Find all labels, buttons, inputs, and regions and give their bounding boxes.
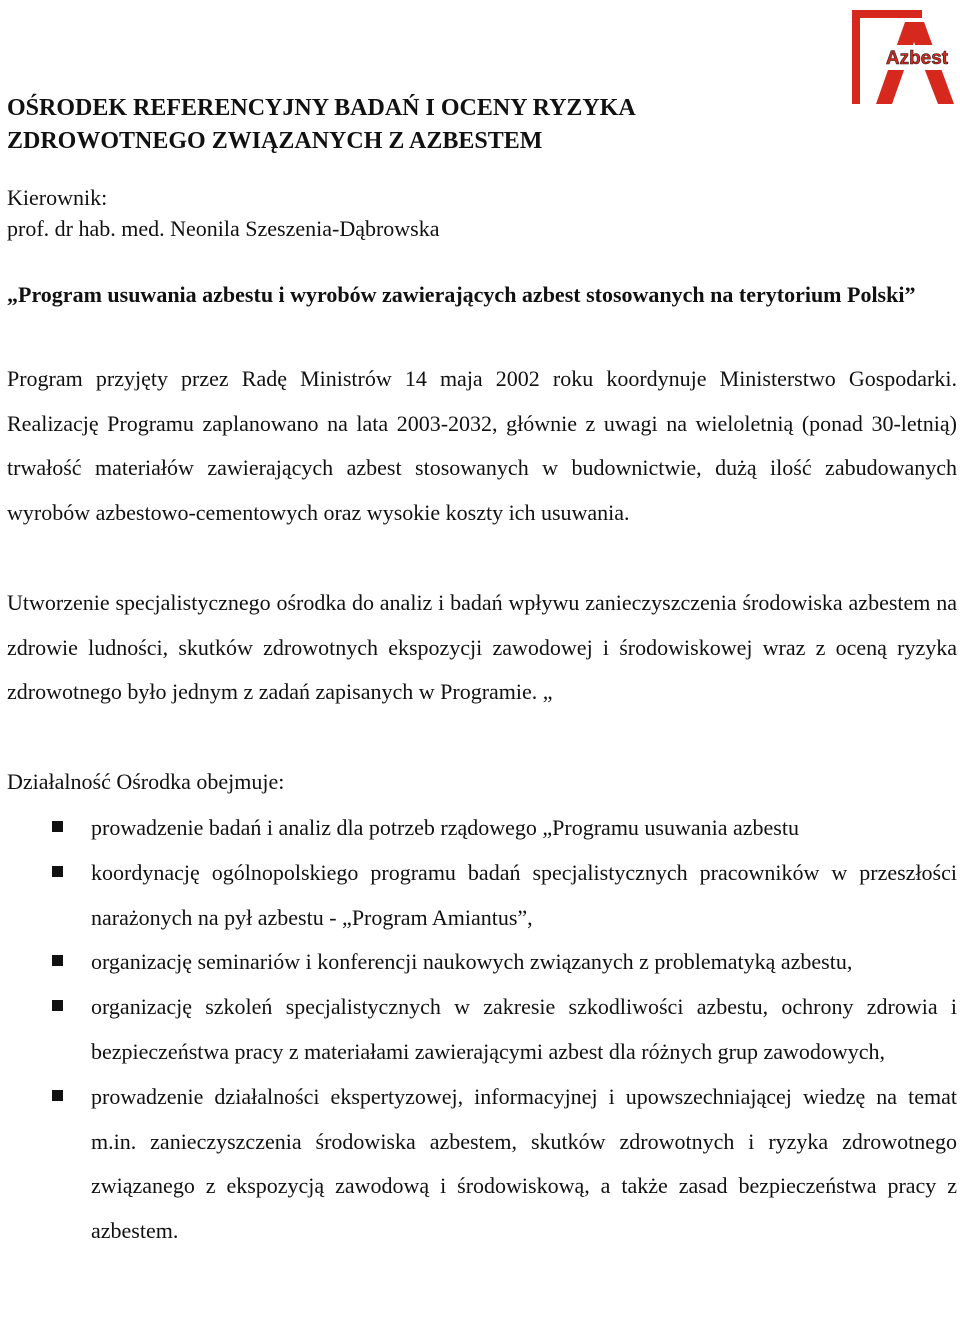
paragraph-program-info: Program przyjęty przez Radę Ministrów 14 maja 2002 roku koordynuje Ministerstwo Gospodarki. Realizację Programu zaplanowano na lata 2003-2032, głównie z uwagi na wieloletnią (ponad 30-letnią) trwałość materiałów zawierających azbest stosowanych w budownictwie, dużą ilość zabudowanych wyrobów azbestowo-cementowych oraz wysokie koszty ich usuwania. (7, 366, 957, 525)
logo-text: Azbest (885, 48, 949, 69)
list-item (7, 985, 957, 1075)
list-item-text: organizację szkoleń specjalistycznych w zakresie szkodliwości azbestu, ochrony zdrowia i bezpieczeństwa pracy z materiałami zawierającymi azbest dla różnych grup zawodowych, (91, 994, 957, 1064)
square-bullet-icon (52, 866, 63, 877)
activities-list (7, 806, 957, 1254)
page-title: OŚRODEK REFERENCYJNY BADAŃ I OCENY RYZYKA ZDROWOTNEGO ZWIĄZANYCH Z AZBESTEM (7, 95, 635, 154)
program-title: „Program usuwania azbestu i wyrobów zawierających azbest stosowanych na terytorium Polski” (7, 282, 916, 307)
list-item (7, 940, 957, 985)
square-bullet-icon (52, 821, 63, 832)
list-item (7, 806, 957, 851)
square-bullet-icon (52, 955, 63, 966)
square-bullet-icon (52, 1000, 63, 1011)
list-item-text: prowadzenie badań i analiz dla potrzeb rządowego „Programu usuwania azbestu (91, 815, 799, 840)
list-item-text: prowadzenie działalności ekspertyzowej, informacyjnej i upowszechniającej wiedzę na temat m.in. zanieczyszczenia środowiska azbestem, skutków zdrowotnych i ryzyka zdrowotnego związanego z ekspozycją zawodową i środowiskową, a także zasad bezpieczeństwa pracy z azbestem. (91, 1083, 957, 1244)
manager-block (7, 182, 440, 244)
activities-heading: Działalność Ośrodka obejmuje: (7, 769, 285, 794)
list-item (7, 1075, 957, 1254)
square-bullet-icon (52, 1090, 63, 1101)
manager-label: Kierownik: (7, 185, 108, 210)
list-item-text: koordynację ogólnopolskiego programu badań specjalistycznych pracowników w przeszłości narażonych na pył azbestu - „Program Amiantus”, (91, 859, 957, 930)
paragraph-center-creation: Utworzenie specjalistycznego ośrodka do analiz i badań wpływu zanieczyszczenia środowiska azbestem na zdrowie ludności, skutków zdrowotnych ekspozycji zawodowej i środowiskowej wraz z oceną ryzyka zdrowotnego było jednym z zadań zapisanych w Programie. „ (7, 590, 957, 704)
list-item-text: organizację seminariów i konferencji naukowych związanych z problematyką azbestu, (91, 949, 853, 975)
list-item (7, 851, 957, 941)
manager-name: prof. dr hab. med. Neonila Szeszenia-Dąbrowska (7, 216, 440, 241)
azbest-logo (850, 8, 956, 106)
